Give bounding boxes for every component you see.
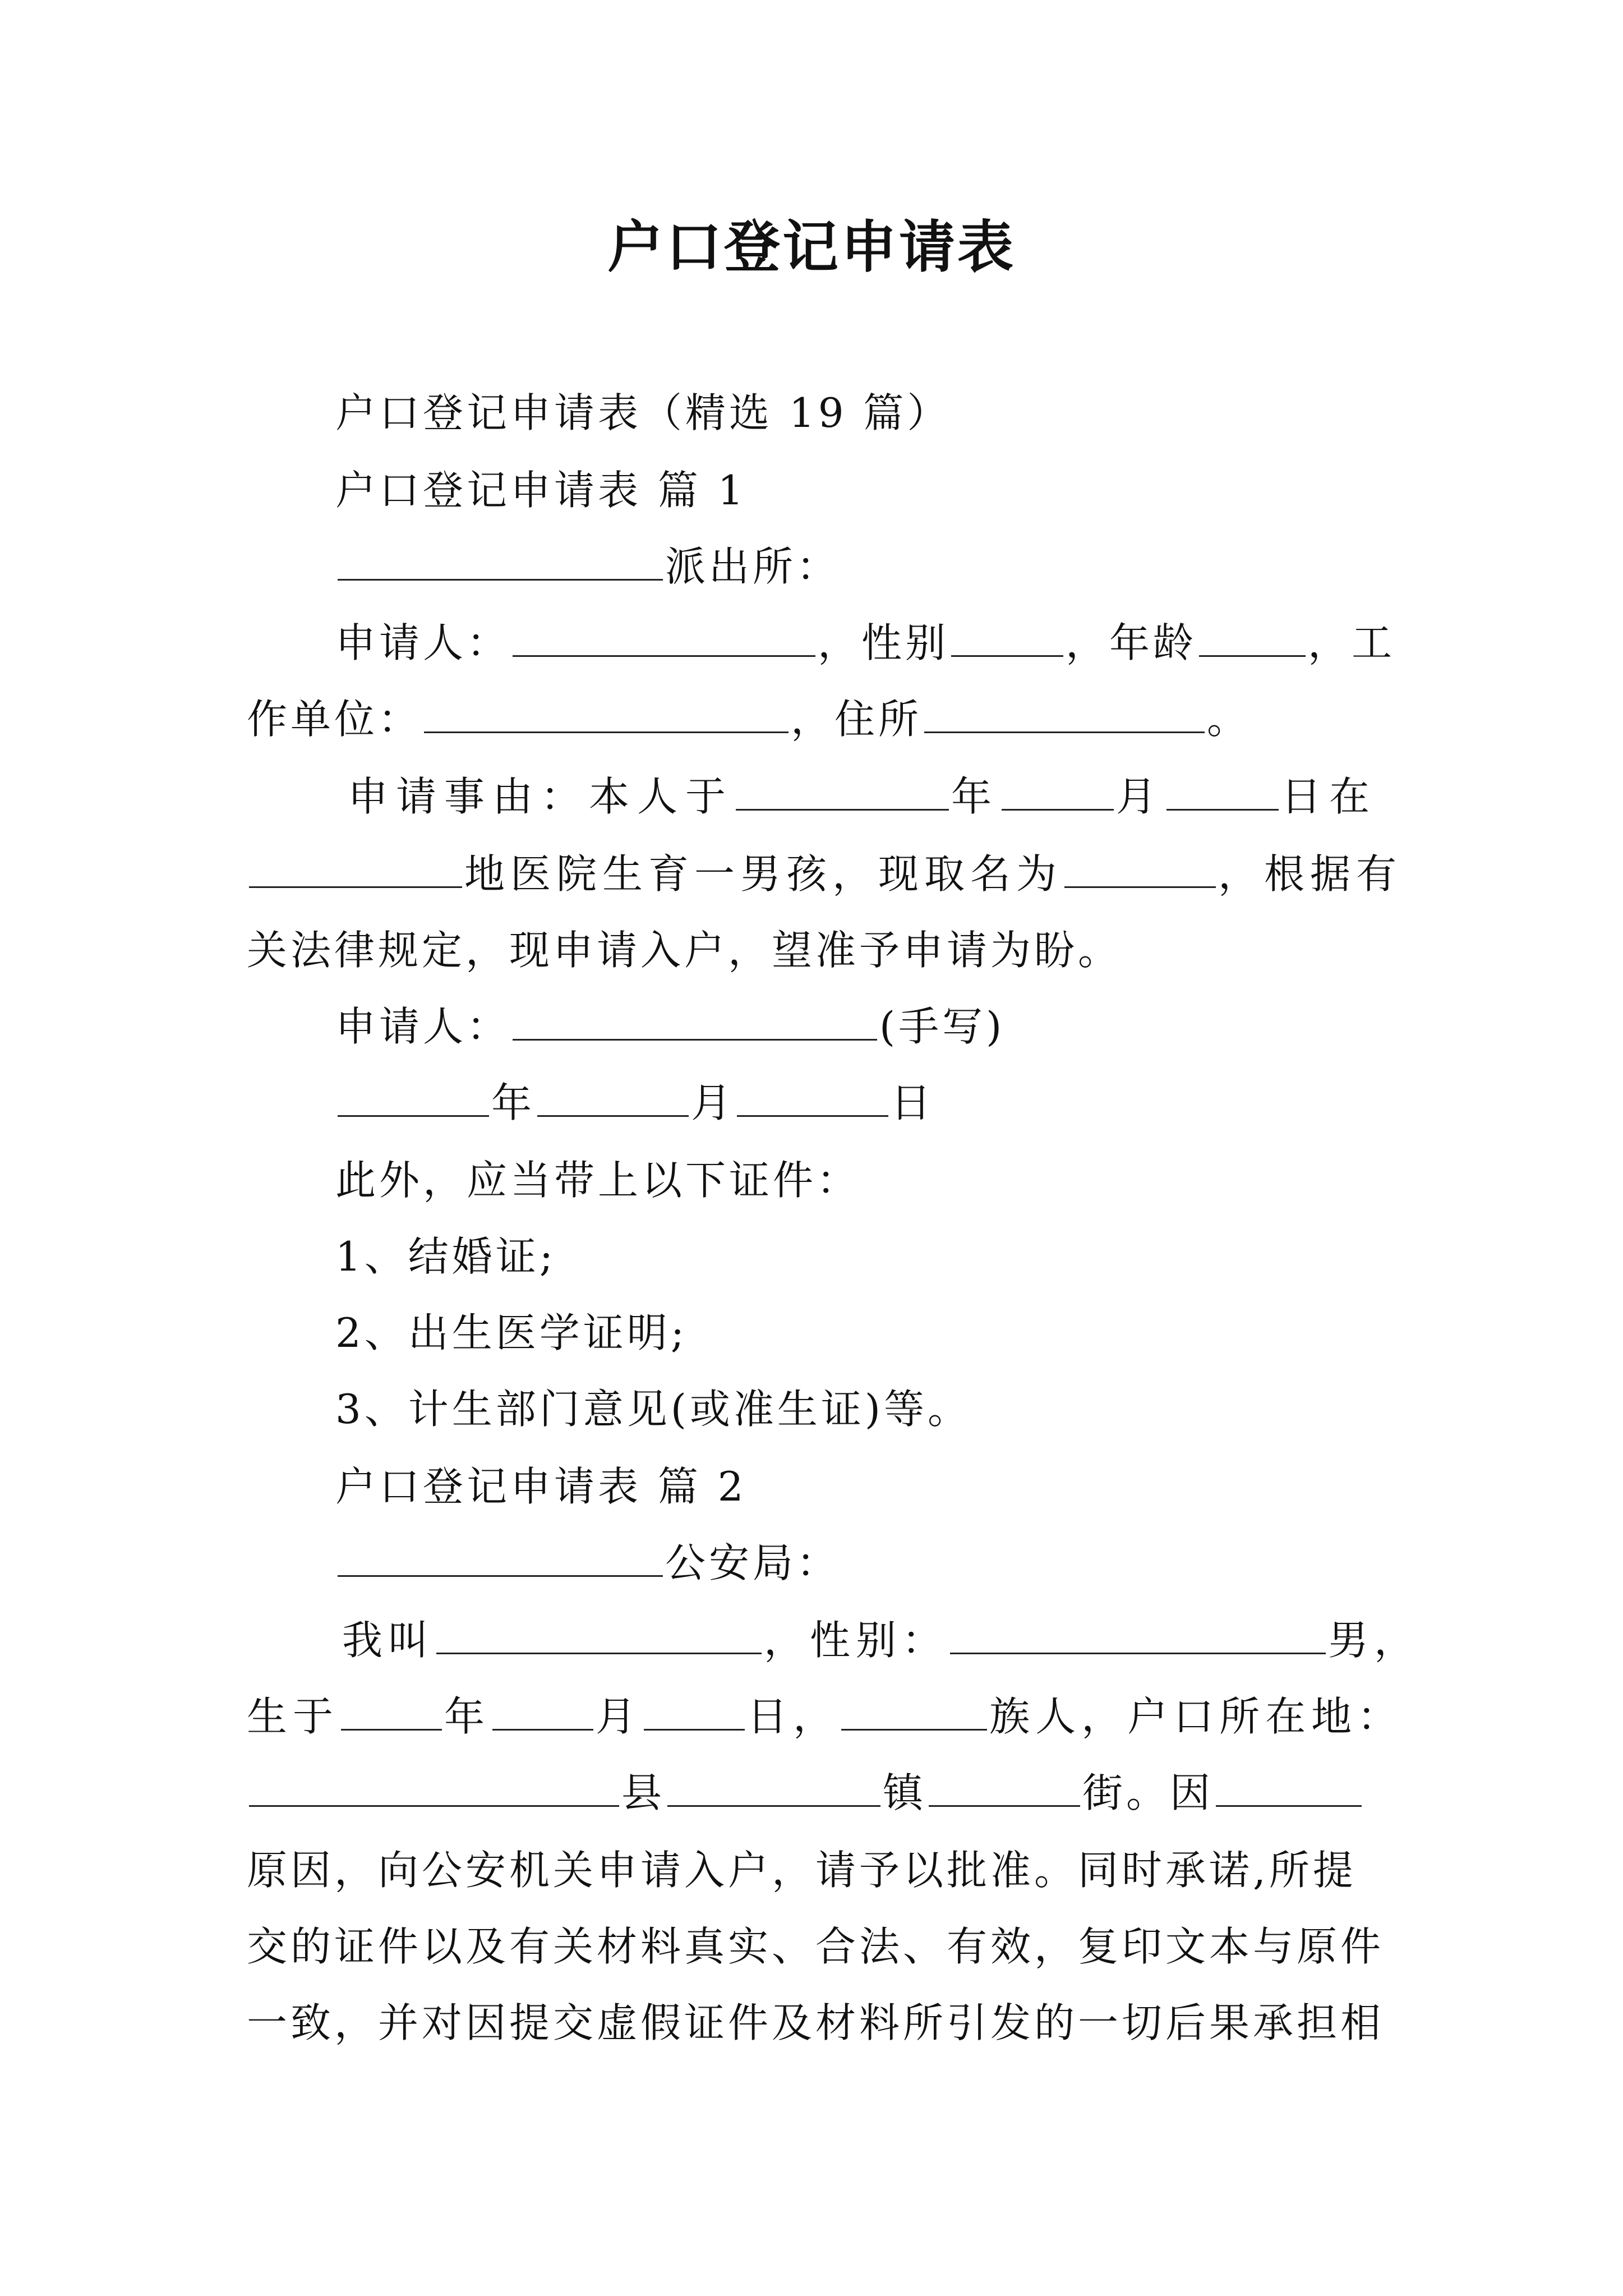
list-item: 1、结婚证; (335, 1233, 557, 1280)
blank-field (249, 1766, 619, 1807)
line-reason: 申请事由：本人于 年 月 日在 (348, 770, 1377, 823)
blank-field (338, 540, 663, 581)
blank-field (1216, 1766, 1362, 1807)
blank-field (924, 692, 1205, 733)
line-address: 县 镇 街。因 (247, 1766, 1364, 1820)
blank-field (424, 692, 789, 733)
blank-field (338, 1076, 489, 1117)
blank-field (929, 1766, 1080, 1807)
line-signature: 申请人： (手写) (335, 1000, 1005, 1053)
doc-heading: 户口登记申请表（精选 19 篇） (335, 389, 951, 436)
blank-field (1064, 847, 1216, 888)
section-heading-2: 户口登记申请表 篇 2 (335, 1463, 747, 1510)
blank-field (737, 1076, 888, 1117)
paragraph-line: 原因，向公安机关申请入户，请予以批准。同时承诺,所提 (247, 1847, 1357, 1894)
line-name: 我叫 ，性别： 男， (342, 1613, 1420, 1667)
blank-field (1199, 616, 1306, 657)
line-police-station: 派出所： (335, 540, 840, 593)
page-title: 户口登记申请表 (607, 214, 1016, 280)
blank-field (1002, 770, 1114, 811)
blank-field (492, 1690, 593, 1731)
paragraph-line: 此外，应当带上以下证件： (335, 1157, 861, 1204)
blank-field (667, 1766, 880, 1807)
paragraph-line: 交的证件以及有关材料真实、合法、有效，复印文本与原件 (247, 1923, 1385, 1970)
blank-field (1166, 770, 1279, 811)
blank-field (736, 770, 949, 811)
blank-field (249, 847, 462, 888)
blank-field (338, 1536, 663, 1577)
blank-field (841, 1690, 987, 1731)
paragraph-line: 一致，并对因提交虚假证件及材料所引发的一切后果承担相 (247, 1999, 1385, 2046)
line-applicant: 申请人： ，性别 ，年龄 ，工 (335, 616, 1395, 670)
line-birth: 生于 年 月 日， 族人，户口所在地： (247, 1690, 1403, 1743)
blank-field (537, 1076, 689, 1117)
blank-field (951, 616, 1063, 657)
blank-field (513, 616, 815, 657)
blank-field (950, 1613, 1326, 1654)
line-hospital: 地医院生育一男孩，现取名为 ，根据有 (247, 847, 1402, 901)
line-public-security: 公安局： (335, 1536, 840, 1590)
paragraph-line: 关法律规定，现申请入户，望准予申请为盼。 (247, 927, 1122, 974)
blank-field (341, 1690, 442, 1731)
list-item: 2、出生医学证明; (335, 1309, 688, 1356)
line-work-unit: 作单位： ，住所 。 (247, 692, 1251, 746)
blank-field (436, 1613, 762, 1654)
section-heading-1: 户口登记申请表 篇 1 (335, 467, 747, 514)
list-item: 3、计生部门意见(或准生证)等。 (335, 1386, 971, 1433)
blank-field (513, 1000, 877, 1041)
blank-field (644, 1690, 745, 1731)
line-date: 年 月 日 (335, 1076, 934, 1130)
